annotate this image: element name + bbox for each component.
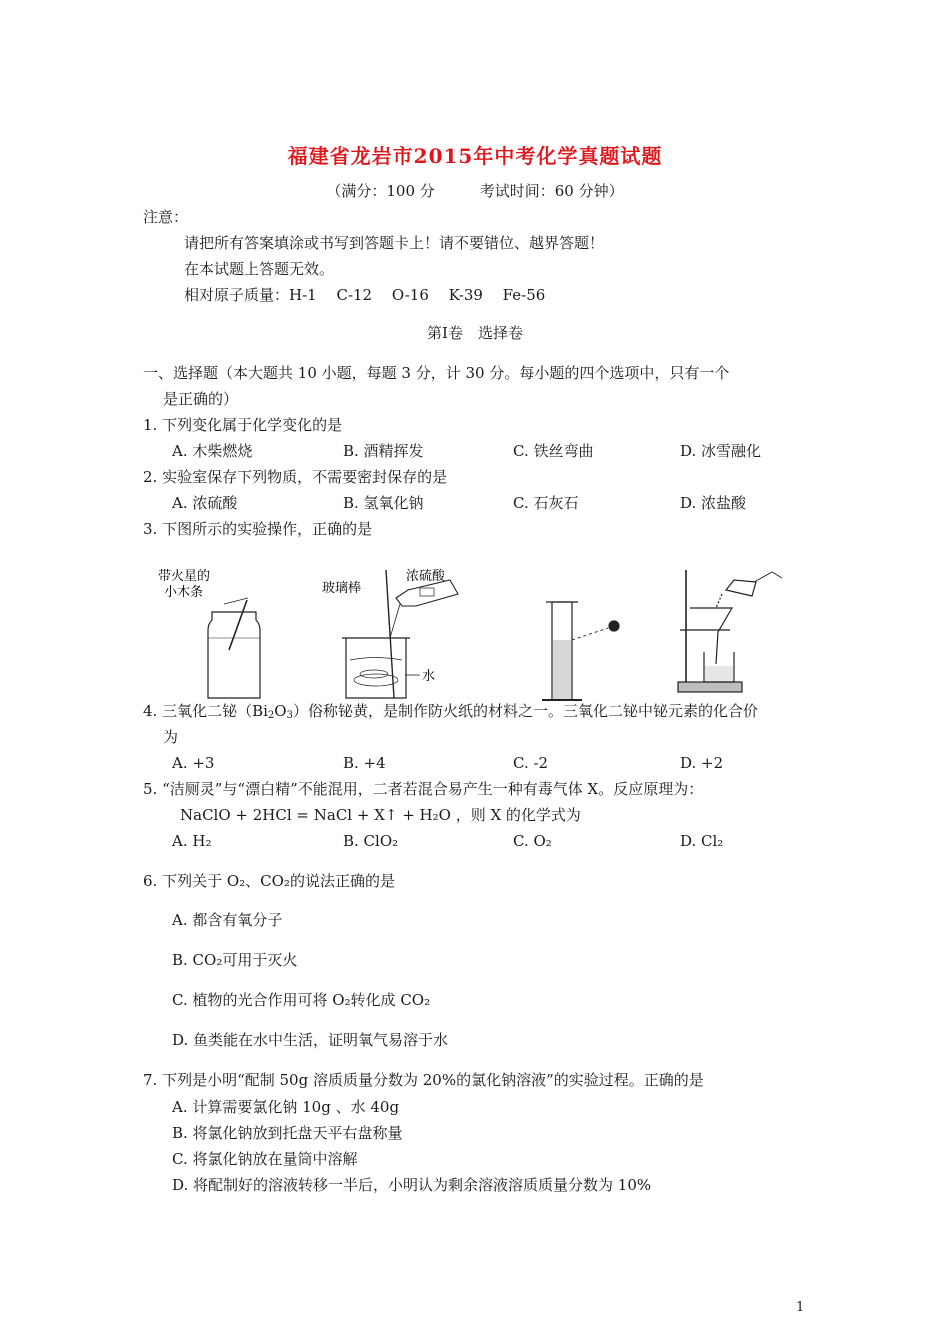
- q4-option-a: A. +3: [172, 754, 215, 772]
- label-sulfuric-acid: 浓硫酸: [406, 569, 446, 584]
- label-splint: 带火星的: [158, 569, 211, 584]
- q1-option-c: C. 铁丝弯曲: [513, 442, 594, 460]
- q2-option-b: B. 氢氧化钠: [343, 494, 424, 512]
- part1-instructions-1: 一、选择题（本大题共 10 小题，每题 3 分，计 30 分。每小题的四个选项中，只有一个: [143, 364, 730, 382]
- section-title: 第Ⅰ卷 选择卷: [427, 324, 523, 342]
- exam-subtitle: （满分：100 分 考试时间：60 分钟）: [326, 182, 624, 200]
- q6-option-c: C. 植物的光合作用可将 O₂转化成 CO₂: [172, 991, 431, 1009]
- q2-option-d: D. 浓盐酸: [680, 494, 747, 512]
- notice-line-2: 在本试题上答题无效。: [184, 260, 335, 278]
- q1-option-d: D. 冰雪融化: [680, 442, 762, 460]
- q4-option-d: D. +2: [680, 754, 724, 772]
- figure-a-gas-bottle: [208, 598, 260, 698]
- figure-d-filtration: [678, 570, 782, 692]
- q5-option-d: D. Cl₂: [680, 832, 724, 850]
- label-splint-2: 小木条: [164, 585, 204, 600]
- exam-title: 福建省龙岩市2015年中考化学真题试题: [287, 144, 663, 168]
- q4-stem-2: 为: [163, 728, 179, 746]
- q6-stem: 6. 下列关于 O₂、CO₂的说法正确的是: [143, 872, 395, 890]
- q2-option-c: C. 石灰石: [513, 494, 579, 512]
- q1-option-a: A. 木柴燃烧: [172, 442, 253, 460]
- q5-stem: 5. “洁厕灵”与“漂白精”不能混用，二者若混合易产生一种有毒气体 X。反应原理为：: [143, 780, 704, 798]
- q5-equation: NaClO + 2HCl = NaCl + X↑ + H₂O ，则 X 的化学式为: [180, 806, 581, 824]
- part1-instructions-2: 是正确的）: [163, 390, 239, 408]
- q1-stem: 1. 下列变化属于化学变化的是: [143, 416, 343, 434]
- q7-option-c: C. 将氯化钠放在量筒中溶解: [172, 1150, 358, 1168]
- q4-option-c: C. -2: [513, 754, 549, 772]
- q7-option-b: B. 将氯化钠放到托盘天平右盘称量: [172, 1124, 403, 1142]
- q5-option-b: B. ClO₂: [343, 832, 399, 850]
- label-glass-rod: 玻璃棒: [322, 581, 362, 596]
- figure-c-cylinder: [542, 602, 619, 700]
- q3-stem: 3. 下图所示的实验操作，正确的是: [143, 520, 373, 538]
- notice-heading: 注意：: [143, 208, 189, 226]
- q7-option-d: D. 将配制好的溶液转移一半后，小明认为剩余溶液溶质质量分数为 10%: [172, 1176, 652, 1194]
- page-number: 1: [796, 1300, 805, 1315]
- notice-line-3: 相对原子质量：H-1 C-12 O-16 K-39 Fe-56: [184, 286, 546, 304]
- q2-stem: 2. 实验室保存下列物质，不需要密封保存的是: [143, 468, 448, 486]
- q6-option-b: B. CO₂可用于灭火: [172, 951, 298, 969]
- q2-option-a: A. 浓硫酸: [172, 494, 238, 512]
- q5-option-a: A. H₂: [172, 832, 212, 850]
- q5-option-c: C. O₂: [513, 832, 552, 850]
- q4-option-b: B. +4: [343, 754, 386, 772]
- label-water: 水: [422, 669, 436, 684]
- q7-stem: 7. 下列是小明“配制 50g 溶质质量分数为 20%的氯化钠溶液”的实验过程。正确的是: [143, 1071, 704, 1089]
- q6-option-a: A. 都含有氧分子: [172, 911, 283, 929]
- q7-option-a: A. 计算需要氯化钠 10g 、水 40g: [172, 1098, 400, 1116]
- notice-line-1: 请把所有答案填涂或书写到答题卡上！请不要错位、越界答题！: [184, 234, 605, 252]
- q6-option-d: D. 鱼类能在水中生活，证明氧气易溶于水: [172, 1031, 449, 1049]
- q3-figure: [150, 560, 790, 705]
- q4-stem: 4. 三氧化二铋$(Bi_2O_3)$俗称铋黄，是制作防火纸的材料之一。三氧化二铋中铋元素的化合价: [143, 702, 758, 721]
- q1-option-b: B. 酒精挥发: [343, 442, 424, 460]
